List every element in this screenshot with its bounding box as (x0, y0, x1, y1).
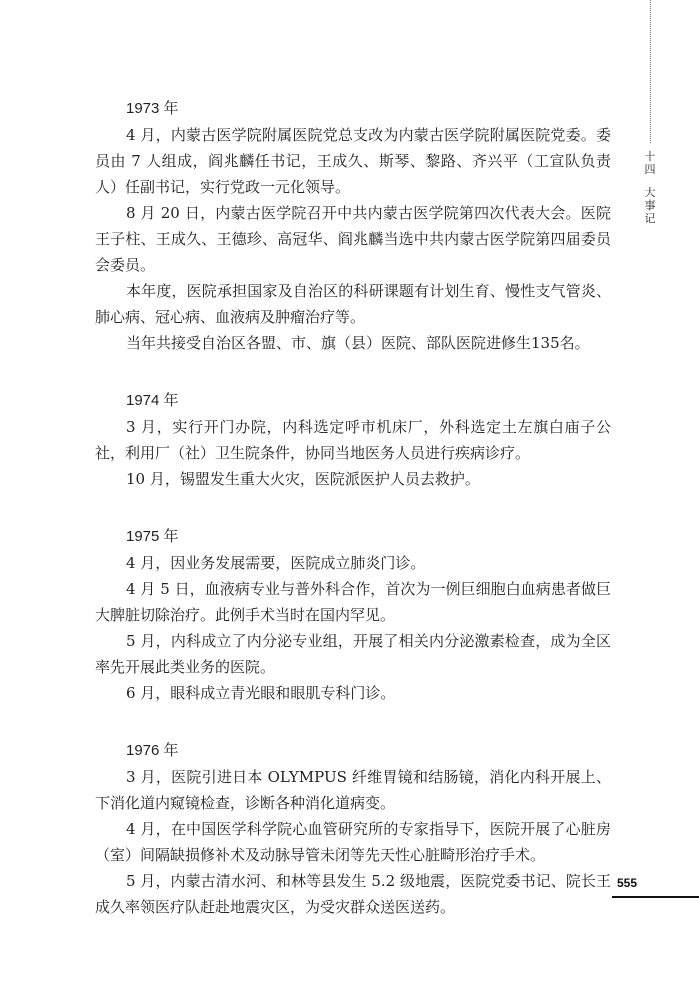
chronicle-entry: 4 月 5 日，血液病专业与普外科合作，首次为一例巨细胞白血病患者做巨大脾脏切除治疗。此例手术当时在国内罕见。 (95, 580, 611, 624)
chronicle-entry: 4 月，因业务发展需要，医院成立肺炎门诊。 (126, 554, 426, 572)
page-number-rule (612, 896, 699, 898)
year-section-1976 (95, 738, 611, 920)
chronicle-entry: 10 月，锡盟发生重大火灾，医院派医护人员去救护。 (126, 470, 480, 488)
page-number: 555 (617, 876, 638, 890)
chapter-title-char: 事 (644, 199, 656, 212)
year-heading: 1974 年 (126, 392, 179, 409)
chronicle-entry: 5 月，内蒙古清水河、和林等县发生 5.2 级地震，医院党委书记、院长王成久率领医疗队赶赴地震灾区，为受灾群众送医送药。 (95, 872, 611, 916)
chronicle-content (95, 96, 611, 952)
chapter-side-label (640, 150, 660, 225)
year-heading: 1976 年 (126, 742, 179, 759)
chronicle-entry: 本年度，医院承担国家及自治区的科研课题有计划生育、慢性支气管炎、肺心病、冠心病、血液病及肿瘤治疗等。 (95, 282, 611, 326)
year-section-1975 (95, 524, 611, 706)
chapter-title-char: 大 (644, 186, 656, 199)
margin-dotted-rule (650, 0, 651, 143)
chapter-number: 十四 (644, 150, 656, 176)
year-heading: 1973 年 (126, 100, 179, 117)
chronicle-entry: 8 月 20 日，内蒙古医学院召开中共内蒙古医学院第四次代表大会。医院王子柱、王成久、王德珍、高冠华、阎兆麟当选中共内蒙古医学院第四届委员会委员。 (95, 204, 611, 274)
chapter-title-char: 记 (644, 212, 656, 225)
chronicle-entry: 3 月，医院引进日本 OLYMPUS 纤维胃镜和结肠镜，消化内科开展上、下消化道内窥镜检查，诊断各种消化道病变。 (95, 768, 611, 812)
chronicle-entry: 5 月，内科成立了内分泌专业组，开展了相关内分泌激素检查，成为全区率先开展此类业务的医院。 (95, 632, 611, 676)
chapter-title (640, 186, 660, 225)
year-section-1973 (95, 96, 611, 356)
chronicle-entry: 4 月，在中国医学科学院心血管研究所的专家指导下，医院开展了心脏房（室）间隔缺损修补术及动脉导管未闭等先天性心脏畸形治疗手术。 (95, 820, 611, 864)
chronicle-entry: 当年共接受自治区各盟、市、旗（县）医院、部队医院进修生135名。 (126, 334, 590, 352)
year-heading: 1975 年 (126, 528, 179, 545)
year-section-1974 (95, 388, 611, 492)
chronicle-entry: 6 月，眼科成立青光眼和眼肌专科门诊。 (126, 684, 396, 702)
chronicle-entry: 3 月，实行开门办院，内科选定呼市机床厂，外科选定土左旗白庙子公社，利用厂（社）卫生院条件，协同当地医务人员进行疾病诊疗。 (95, 418, 611, 462)
chronicle-entry: 4 月，内蒙古医学院附属医院党总支改为内蒙古医学院附属医院党委。委员由 7 人组成，阎兆麟任书记，王成久、斯琴、黎路、齐兴平（工宣队负责人）任副书记，实行党政一元化领导。 (95, 126, 611, 196)
